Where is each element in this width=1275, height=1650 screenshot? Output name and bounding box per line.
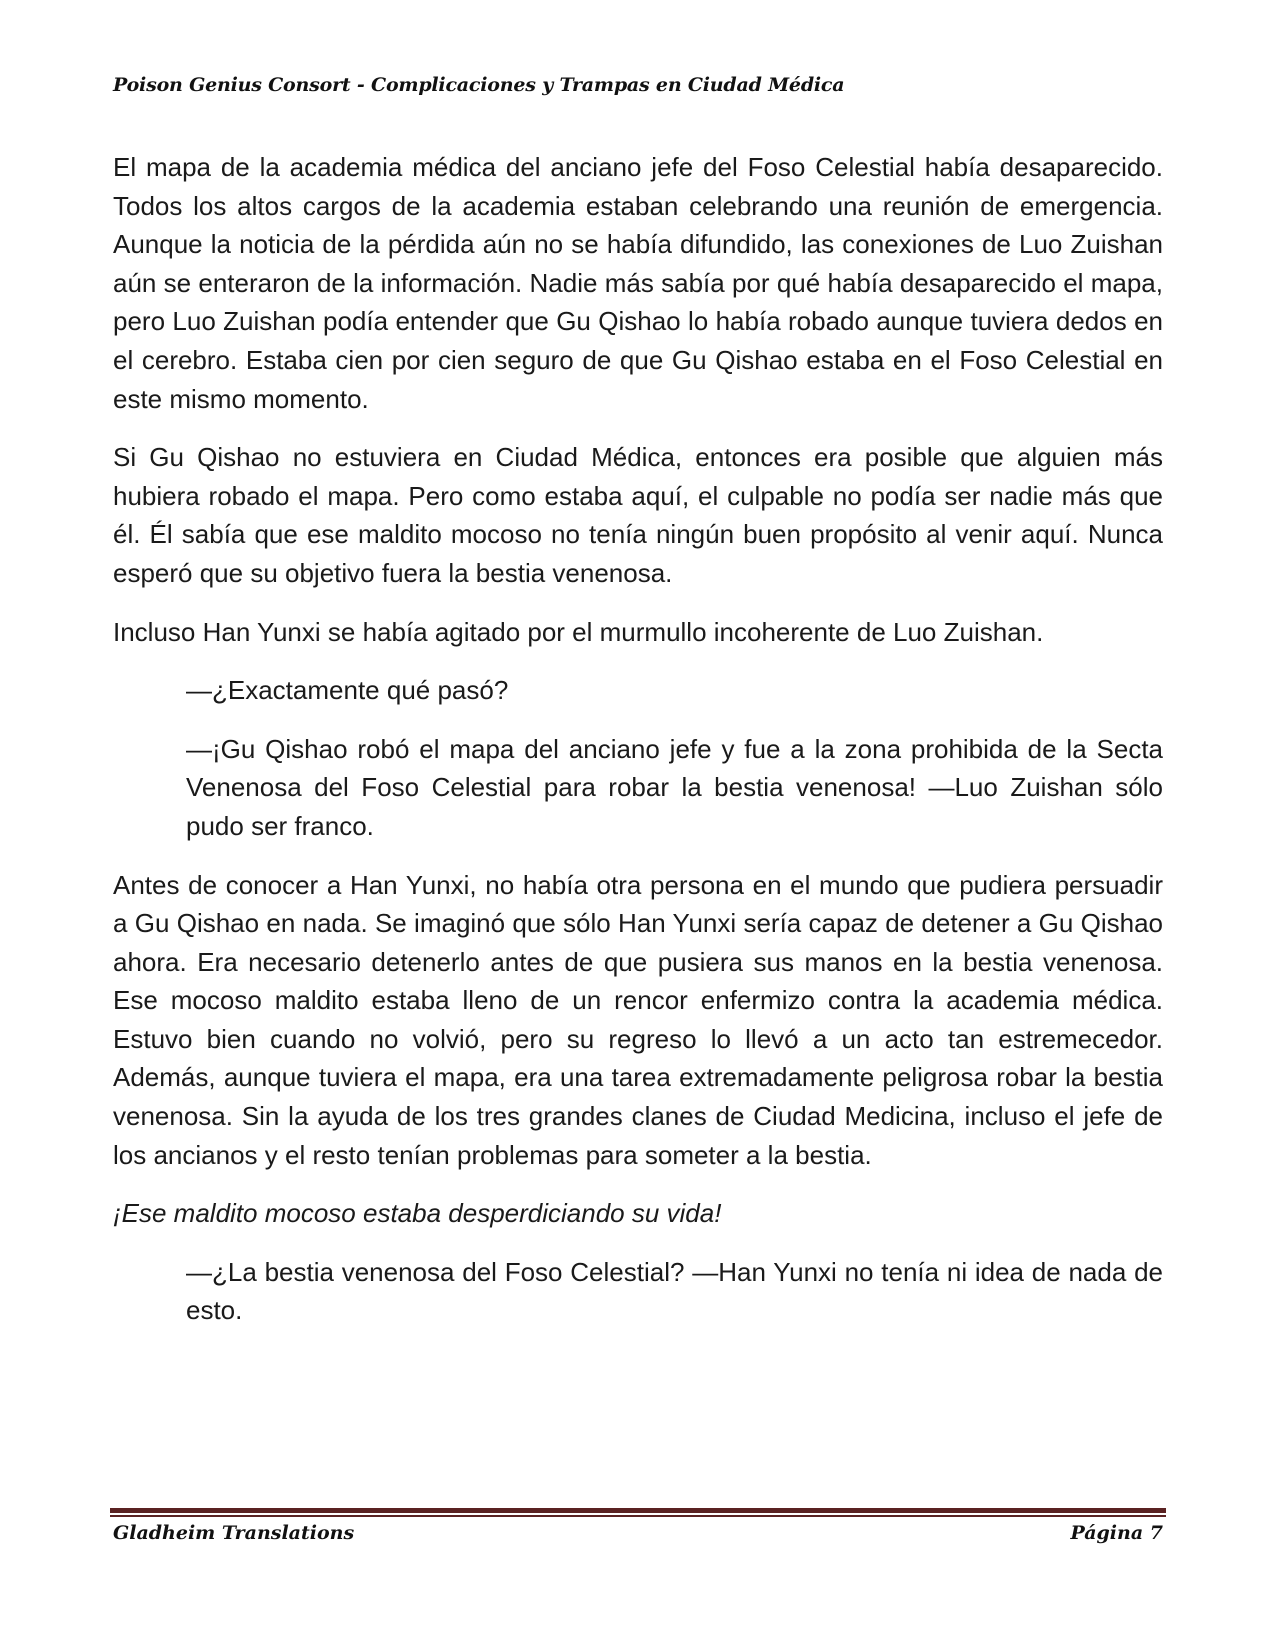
italic-thought: ¡Ese maldito mocoso estaba desperdiciando su vida! bbox=[113, 1198, 722, 1229]
dialog-line-1: —¿Exactamente qué pasó? bbox=[186, 675, 509, 706]
paragraph-3: Incluso Han Yunxi se había agitado por el murmullo incoherente de Luo Zuishan. bbox=[113, 616, 1044, 647]
paragraph-1: El mapa de la academia médica del anciano jefe del Foso Celestial había desaparecido. Todos los altos cargos de la academia estaban celebrando una reunión de emergencia. Aunque la noticia de la pérdida aún no se había difundido, las conexiones de Luo Zuishan aún se enteraron de la información. Nadie más sabía por qué había desaparecido el mapa, pero Luo Zuishan podía entender que Gu Qishao lo había robado aunque tuviera dedos en el cerebro. Estaba cien por cien seguro de que Gu Qishao estaba en el Foso Celestial en este mismo momento. bbox=[113, 152, 1163, 414]
paragraph-2: Si Gu Qishao no estuviera en Ciudad Médica, entonces era posible que alguien más hubiera robado el mapa. Pero como estaba aquí, el culpable no podía ser nadie más que él. Él sabía que ese maldito mocoso no tenía ningún buen propósito al venir aquí. Nunca esperó que su objetivo fuera la bestia venenosa. bbox=[113, 442, 1163, 588]
footer-divider-thick bbox=[110, 1508, 1166, 1513]
paragraph-4: Antes de conocer a Han Yunxi, no había otra persona en el mundo que pudiera persuadir a Gu Qishao en nada. Se imaginó que sólo Han Yunxi sería capaz de detener a Gu Qishao ahora. Era necesario detenerlo antes de que pusiera sus manos en la bestia venenosa. Ese mocoso maldito estaba lleno de un rencor enfermizo contra la academia médica. Estuvo bien cuando no volvió, pero su regreso lo llevó a un acto tan estremecedor. Además, aunque tuviera el mapa, era una tarea extremadamente peligrosa robar la bestia venenosa. Sin la ayuda de los tres grandes clanes de Ciudad Medicina, incluso el jefe de los ancianos y el resto tenían problemas para someter a la bestia. bbox=[113, 869, 1163, 1170]
footer-divider bbox=[110, 1508, 1166, 1517]
dialog-line-3: —¿La bestia venenosa del Foso Celestial? —Han Yunxi no tenía ni idea de nada de esto. bbox=[186, 1256, 1163, 1326]
body-text bbox=[113, 148, 1163, 1350]
footer-page-number: Página 7 bbox=[1070, 1522, 1163, 1544]
dialog-line-2: —¡Gu Qishao robó el mapa del anciano jefe y fue a la zona prohibida de la Secta Venenosa del Foso Celestial para robar la bestia venenosa! —Luo Zuishan sólo pudo ser franco. bbox=[186, 733, 1163, 841]
footer-translator: Gladheim Translations bbox=[113, 1522, 355, 1544]
page-header: Poison Genius Consort - Complicaciones y Trampas en Ciudad Médica bbox=[113, 74, 845, 96]
footer-divider-thin bbox=[110, 1515, 1166, 1517]
